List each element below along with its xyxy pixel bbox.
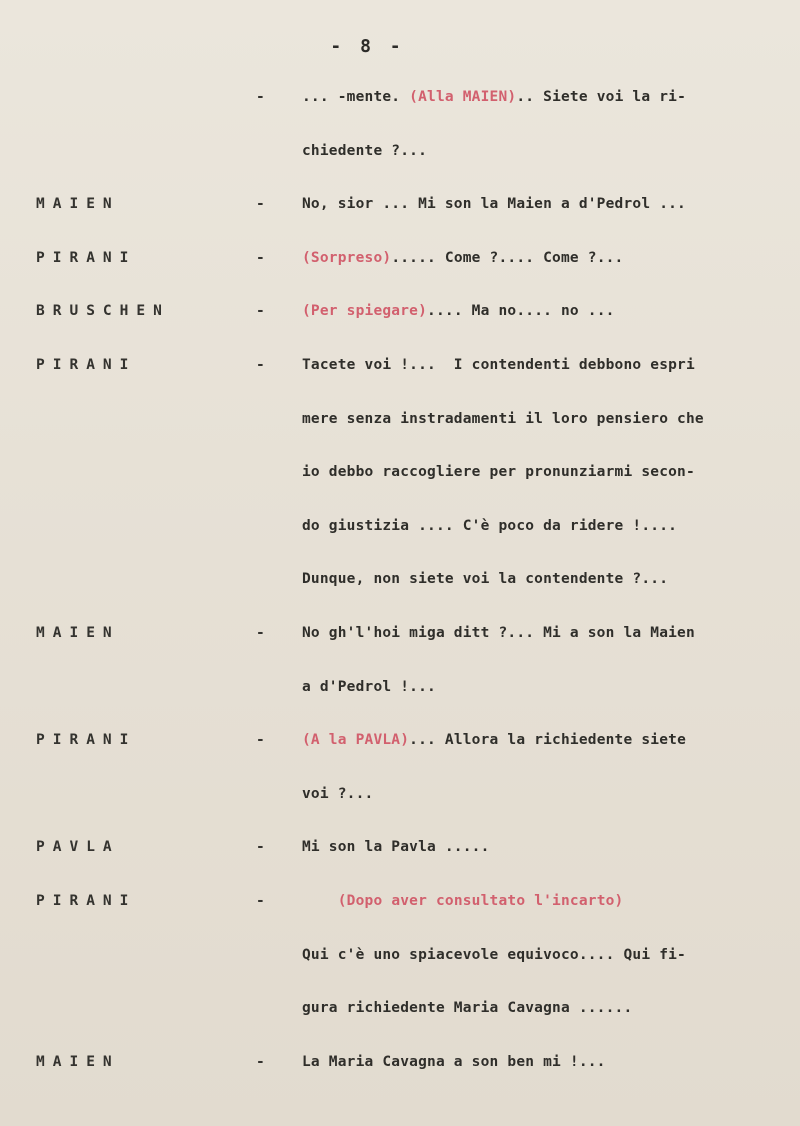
speaker-name: MAIEN: [36, 625, 120, 641]
dialogue-segment: No gh'l'hoi miga ditt ?... Mi a son la Maien: [302, 625, 695, 641]
speaker-dash: -: [256, 303, 265, 320]
speaker-dash: -: [256, 839, 265, 856]
dialogue-segment: [302, 893, 338, 909]
dialogue-segment: .. Siete voi la ri-: [516, 89, 687, 105]
dialogue-text: [302, 732, 686, 748]
dialogue-text: [302, 411, 704, 427]
script-line: [0, 1000, 800, 1030]
speaker-dash: -: [256, 893, 265, 909]
script-line: [0, 732, 800, 762]
page-number: - 8 -: [330, 36, 405, 57]
script-line: [0, 518, 800, 548]
dialogue-segment: ... -mente.: [302, 89, 410, 105]
script-line: [0, 1054, 800, 1084]
dialogue-segment: Dunque, non siete voi la contendente ?...: [302, 571, 669, 588]
dialogue-text: [302, 89, 686, 105]
dialogue-text: [302, 786, 373, 802]
dialogue-segment: Tacete voi !... I contendenti debbono espri: [302, 357, 695, 373]
dialogue-segment: No, sior ... Mi son la Maien a d'Pedrol ...: [302, 196, 686, 213]
dialogue-text: [302, 357, 695, 373]
speaker-name: PIRANI: [36, 249, 137, 266]
speaker-dash: -: [256, 196, 265, 213]
dialogue-segment: .... Ma no.... no ...: [427, 303, 615, 320]
speaker-dash: -: [256, 357, 265, 373]
script-line: [0, 947, 800, 977]
dialogue-text: [302, 250, 624, 266]
dialogue-segment: voi ?...: [302, 785, 374, 802]
stage-direction: (Per spiegare): [302, 303, 428, 320]
script-line: [0, 464, 800, 494]
speaker-name: MAIEN: [36, 1053, 120, 1070]
speaker-name: PIRANI: [36, 357, 137, 373]
dialogue-text: [302, 1000, 632, 1016]
script-line: [0, 786, 800, 816]
script-line: [0, 250, 800, 280]
dialogue-text: [302, 143, 427, 159]
script-line: [0, 625, 800, 655]
dialogue-segment: io debbo raccogliere per pronunziarmi secon-: [302, 464, 695, 481]
stage-direction: (A la PAVLA): [302, 732, 410, 749]
speaker-name: PAVLA: [36, 839, 120, 856]
dialogue-text: [302, 947, 686, 963]
dialogue-text: [302, 679, 436, 695]
dialogue-segment: ..... Come ?.... Come ?...: [391, 249, 624, 266]
script-line: [0, 893, 800, 923]
script-line: [0, 839, 800, 869]
dialogue-text: [302, 625, 695, 641]
dialogue-text: [302, 518, 677, 534]
script-line: [0, 411, 800, 441]
dialogue-segment: do giustizia .... C'è poco da ridere !....: [302, 517, 678, 534]
script-line: [0, 357, 800, 387]
speaker-dash: -: [256, 1053, 265, 1070]
speaker-dash: -: [256, 732, 265, 749]
script-line: [0, 143, 800, 173]
script-line: [0, 196, 800, 226]
dialogue-segment: mere senza instradamenti il loro pensiero che: [302, 410, 704, 427]
dialogue-segment: Qui c'è uno spiacevole equivoco.... Qui fi-: [302, 946, 686, 963]
dialogue-text: [302, 839, 490, 855]
script-line: [0, 303, 800, 333]
dialogue-segment: La Maria Cavagna a son ben mi !...: [302, 1053, 606, 1070]
stage-direction: (Sorpreso): [302, 249, 392, 266]
speaker-name: BRUSCHEN: [36, 303, 170, 320]
speaker-dash: -: [256, 89, 265, 105]
dialogue-text: [302, 893, 624, 909]
dialogue-segment: Mi son la Pavla .....: [302, 839, 490, 856]
speaker-name: PIRANI: [36, 732, 137, 749]
script-line: [0, 571, 800, 601]
speaker-dash: -: [256, 625, 265, 641]
dialogue-text: [302, 464, 695, 480]
dialogue-segment: a d'Pedrol !...: [302, 678, 436, 695]
speaker-name: MAIEN: [36, 196, 120, 213]
dialogue-text: [302, 196, 686, 212]
dialogue-segment: chiedente ?...: [302, 142, 428, 159]
dialogue-segment: gura richiedente Maria Cavagna ......: [302, 1000, 633, 1017]
stage-direction: (Dopo aver consultato l'incarto): [337, 893, 624, 909]
dialogue-segment: ... Allora la richiedente siete: [409, 732, 686, 749]
speaker-name: PIRANI: [36, 893, 137, 909]
stage-direction: (Alla MAIEN): [409, 89, 517, 105]
script-line: [0, 89, 800, 119]
dialogue-text: [302, 571, 668, 587]
dialogue-text: [302, 303, 615, 319]
script-line: [0, 679, 800, 709]
speaker-dash: -: [256, 249, 265, 266]
dialogue-text: [302, 1054, 606, 1070]
